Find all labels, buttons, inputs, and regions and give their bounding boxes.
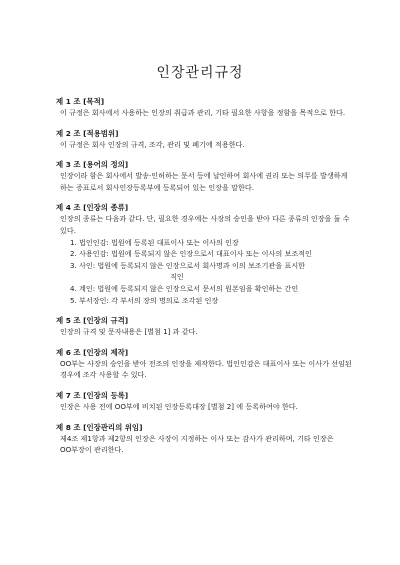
article-8	[56, 422, 356, 456]
article-heading: 제 7 조 [인장의 등록]	[56, 390, 129, 400]
list-item-text: 3. 사인: 법원에 등록되지 않은 인장으로서 회사명과 이의 보조기관을 표시한	[70, 260, 306, 270]
articles-list	[56, 96, 356, 465]
article-heading: 제 5 조 [인장의 규격]	[56, 316, 129, 326]
article-body: 제4조 제1항과 제2항의 인장은 사장이 지정하는 이사 또는 감사가 관리하며, 기타 인장은 OO부장이 관리한다.	[60, 433, 334, 455]
article-6	[56, 347, 356, 381]
article-heading: 제 8 조 [인장관리의 위임]	[56, 422, 143, 432]
article-body: 인장이라 함은 회사에서 발송·인허하는 문서 등에 날인하여 회사에 권리 또는 의무를 발생하게 하는 증표로서 회사인장등록부에 등록되어 있는 인장을 말한다.	[60, 171, 348, 192]
article-body: 인장은 사용 전에 OO부에 비치된 인장등록대장 [별첨 2] 에 등록하여야 한다.	[60, 401, 298, 411]
list-item: 2. 사용인감: 법원에 등록되지 않은 인장으로서 대표이사 또는 이사의 보조적인	[70, 249, 312, 259]
article-1	[56, 96, 356, 119]
article-heading: 제 1 조 [목적]	[56, 97, 105, 106]
list-item: 4. 계인: 법원에 등록되지 않은 인장으로서 문서의 원본임을 확인하는 간인	[70, 283, 299, 293]
article-body: OO부는 사장의 승인을 받아 전조의 인장을 제작한다. 법인인감은 대표이사 또는 이사가 선임된 경우에 조각 사용할 수 있다.	[60, 358, 352, 380]
article-7	[56, 390, 356, 413]
article-body: 인장의 종류는 다음과 같다. 단, 필요한 경우에는 사장의 승인을 받아 다른 종류의 인장을 둘 수 있다.	[60, 214, 350, 235]
article-heading: 제 2 조 [적용범위]	[56, 128, 119, 138]
article-body: 이 규정은 회사에서 사용하는 인장의 취급과 관리, 기타 필요한 사항을 정함을 목적으로 한다.	[60, 108, 346, 117]
list-item: 1. 법인인감: 법원에 등록된 대표이사 또는 이사의 인장	[70, 237, 239, 247]
list-item: 5. 부서장인: 각 부서의 장의 명의로 조각된 인장	[70, 295, 219, 305]
article-3	[56, 159, 356, 193]
article-heading: 제 3 조 [용어의 정의]	[56, 160, 129, 170]
article-2	[56, 128, 356, 151]
list-item-continuation: 직인	[170, 272, 184, 282]
article-body: 인장의 규격 및 문자내용은 [별첨 1] 과 같다.	[60, 327, 198, 337]
list-item	[56, 260, 356, 283]
article-5	[56, 315, 356, 338]
document-title: 인장관리규정	[156, 65, 244, 81]
article-heading: 제 6 조 [인장의 제작]	[56, 347, 129, 357]
article-4	[56, 202, 356, 306]
article-body: 이 규정은 회사 인장의 규격, 조각, 관리 및 폐기에 적용한다.	[60, 139, 245, 149]
article-heading: 제 4 조 [인장의 종류]	[56, 203, 129, 213]
